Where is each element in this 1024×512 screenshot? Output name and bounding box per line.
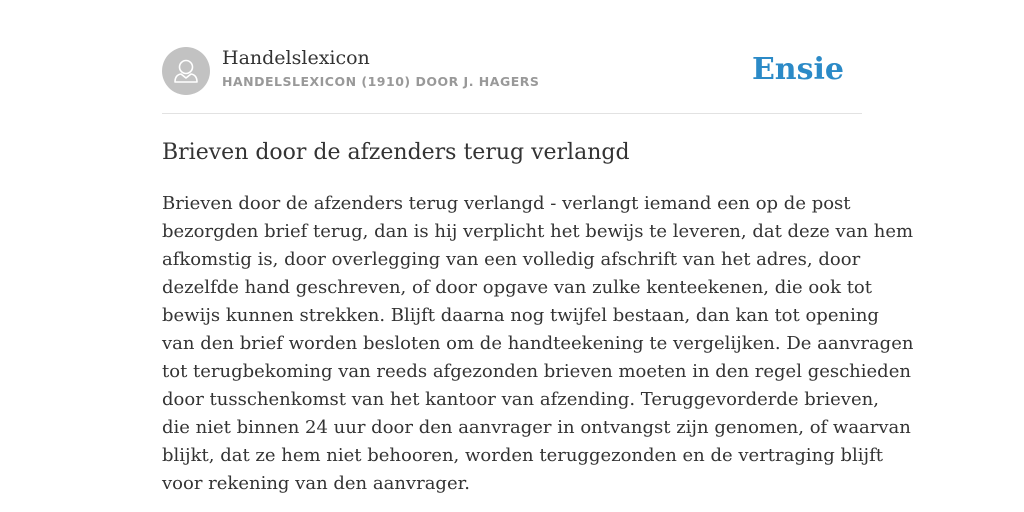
header-divider — [162, 113, 862, 114]
body-line: Brieven door de afzenders terug verlangd - verlangt iemand een op de post — [162, 193, 851, 214]
body-line: blijkt, dat ze hem niet behooren, worden teruggezonden en de vertraging blijft — [162, 445, 884, 466]
body-line: afkomstig is, door overlegging van een volledig afschrift van het adres, door — [162, 249, 861, 270]
body-line: van den brief worden besloten om de handteekening te vergelijken. De aanvragen — [162, 333, 914, 354]
entry-title: Brieven door de afzenders terug verlangd — [162, 140, 630, 165]
entry-body — [162, 190, 914, 498]
source-title[interactable]: Handelslexicon — [222, 47, 370, 69]
body-line: voor rekening van den aanvrager. — [162, 473, 470, 494]
body-line: bewijs kunnen strekken. Blijft daarna nog twijfel bestaan, dan kan tot opening — [162, 305, 879, 326]
body-line: dezelfde hand geschreven, of door opgave van zulke kenteekenen, die ook tot — [162, 277, 873, 298]
user-silhouette-icon — [162, 47, 210, 95]
source-header — [162, 46, 862, 96]
source-subtitle[interactable]: HANDELSLEXICON (1910) DOOR J. HAGERS — [222, 74, 540, 89]
body-line: door tusschenkomst van het kantoor van afzending. Teruggevorderde brieven, — [162, 389, 879, 410]
ensie-logo[interactable]: Ensie — [751, 52, 844, 87]
body-line: bezorgden brief terug, dan is hij verplicht het bewijs te leveren, dat deze van hem — [162, 221, 914, 242]
body-line: die niet binnen 24 uur door den aanvrager in ontvangst zijn genomen, of waarvan — [162, 417, 911, 438]
user-avatar-icon[interactable] — [162, 47, 210, 95]
body-line: tot terugbekoming van reeds afgezonden brieven moeten in den regel geschieden — [162, 361, 911, 382]
